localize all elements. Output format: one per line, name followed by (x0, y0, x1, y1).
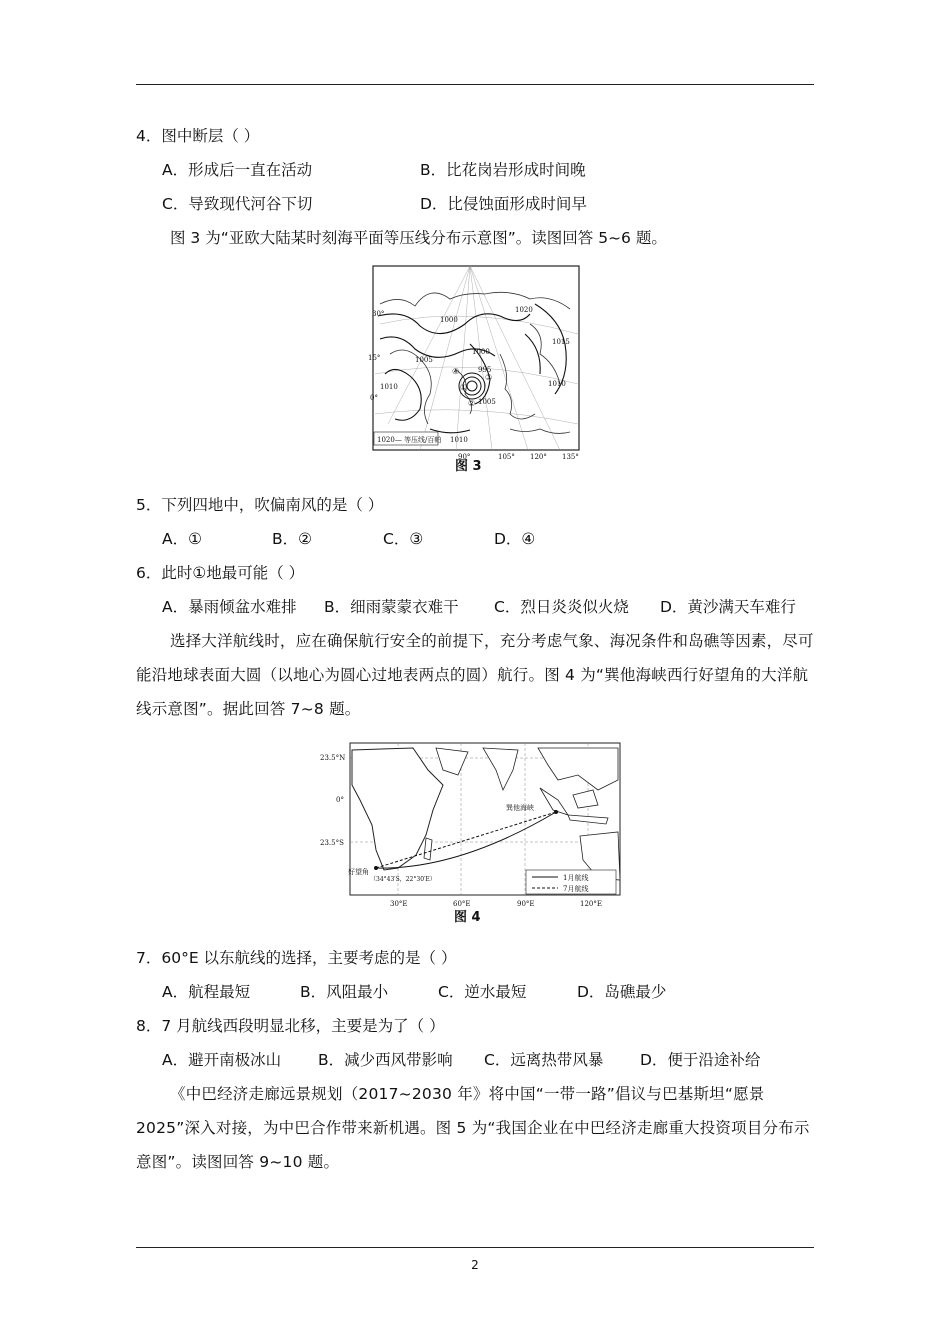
q6-stem: 6．此时①地最可能（ ） (136, 564, 305, 582)
intro-fig5: 《中巴经济走廊远景规划（2017~2030 年》将中国“一带一路”倡议与巴基斯坦“愿景 2025”深入对接，为中巴合作带来新机遇。图 5 为“我国企业在中巴经济走廊重大投资项目分布示意图”。读图回答 9~10 题。 (136, 1085, 810, 1171)
fig4-legend-jul: 7月航线 (563, 885, 589, 893)
figure-3-map (360, 264, 582, 474)
q7-option-a: A．航程最短 (162, 983, 251, 1001)
q6-option-d: D．黄沙满天车难行 (660, 598, 796, 616)
q8-option-a: A．避开南极冰山 (162, 1051, 282, 1069)
q4-option-d: D．比侵蚀面形成时间早 (420, 195, 587, 213)
svg-text:1000: 1000 (440, 316, 458, 324)
page-number: 2 (471, 1258, 479, 1272)
q8-stem: 8．7 月航线西段明显北移，主要是为了（ ） (136, 1017, 445, 1035)
q5-stem: 5．下列四地中，吹偏南风的是（ ） (136, 496, 384, 514)
fig4-lon-120: 120°E (580, 900, 602, 908)
q7-stem: 7．60°E 以东航线的选择，主要考虑的是（ ） (136, 949, 457, 967)
svg-text:30°: 30° (372, 310, 385, 318)
fig4-lat-23s: 23.5°S (320, 839, 344, 847)
fig4-lon-60: 60°E (453, 900, 471, 908)
fig4-lon-90: 90°E (517, 900, 535, 908)
fig4-cape-coord: （34°43′S，22°30′E） (370, 876, 436, 883)
fig4-lat-0: 0° (336, 796, 344, 804)
q5-option-d: D．④ (494, 530, 536, 548)
svg-text:①: ① (460, 383, 468, 392)
q4-option-c: C．导致现代河谷下切 (162, 195, 313, 213)
svg-text:②: ② (468, 399, 476, 408)
q6-option-a: A．暴雨倾盆水难排 (162, 598, 297, 616)
footer-rule (136, 1247, 814, 1248)
svg-text:995: 995 (478, 366, 492, 374)
svg-text:1010: 1010 (380, 383, 398, 391)
svg-text:1000: 1000 (472, 348, 490, 356)
fig4-lat-23n: 23.5°N (320, 754, 346, 762)
intro-fig4: 选择大洋航线时，应在确保航行安全的前提下，充分考虑气象、海况条件和岛礁等因素，尽可能沿地球表面大圆（以地心为圆心过地表两点的圆）航行。图 4 为“巽他海峡西行好望角的大洋航线示意图”。据此回答 7~8 题。 (136, 632, 814, 718)
q6-option-c: C．烈日炎炎似火烧 (494, 598, 629, 616)
svg-text:④: ④ (452, 367, 460, 376)
q5-option-b: B．② (272, 530, 313, 548)
fig4-strait-label: 巽他海峡 (506, 804, 534, 812)
svg-text:15°: 15° (368, 354, 381, 362)
intro-fig3: 图 3 为“亚欧大陆某时刻海平面等压线分布示意图”。读图回答 5~6 题。 (170, 229, 667, 247)
svg-text:③: ③ (485, 373, 493, 382)
svg-text:0°: 0° (370, 394, 378, 402)
fig3-legend: 1020— 等压线/百帕 (377, 436, 442, 444)
q8-option-c: C．远离热带风暴 (484, 1051, 604, 1069)
fig4-legend-jan: 1月航线 (563, 874, 589, 882)
q5-option-a: A．① (162, 530, 202, 548)
svg-text:135°: 135° (562, 453, 579, 461)
svg-text:1015: 1015 (552, 338, 570, 346)
q5-option-c: C．③ (383, 530, 424, 548)
svg-text:1020: 1020 (515, 306, 533, 314)
fig4-cape-label: 好望角 (348, 868, 369, 876)
q8-option-b: B．减少西风带影响 (318, 1051, 453, 1069)
fig4-caption: 图 4 (454, 910, 481, 925)
q7-option-b: B．风阻最小 (300, 983, 389, 1001)
ocean-route-svg (318, 740, 624, 912)
svg-text:1005: 1005 (478, 398, 496, 406)
q4-stem: 4．图中断层（ ） (136, 127, 260, 145)
fig4-lon-30: 30°E (390, 900, 408, 908)
figure-4-map (318, 740, 624, 912)
fig3-caption: 图 3 (455, 459, 482, 474)
svg-text:1010: 1010 (548, 380, 566, 388)
svg-text:120°: 120° (530, 453, 547, 461)
q4-option-b: B．比花岗岩形成时间晚 (420, 161, 586, 179)
q7-option-d: D．岛礁最少 (577, 983, 667, 1001)
q8-option-d: D．便于沿途补给 (640, 1051, 761, 1069)
svg-text:90°: 90° (458, 453, 471, 461)
svg-text:1010: 1010 (450, 436, 468, 444)
svg-text:105°: 105° (498, 453, 515, 461)
svg-text:1005: 1005 (415, 356, 433, 364)
header-rule (136, 84, 814, 85)
q6-option-b: B．细雨蒙蒙衣难干 (324, 598, 459, 616)
q7-option-c: C．逆水最短 (438, 983, 527, 1001)
pressure-map-svg (360, 264, 582, 474)
q4-option-a: A．形成后一直在活动 (162, 161, 313, 179)
